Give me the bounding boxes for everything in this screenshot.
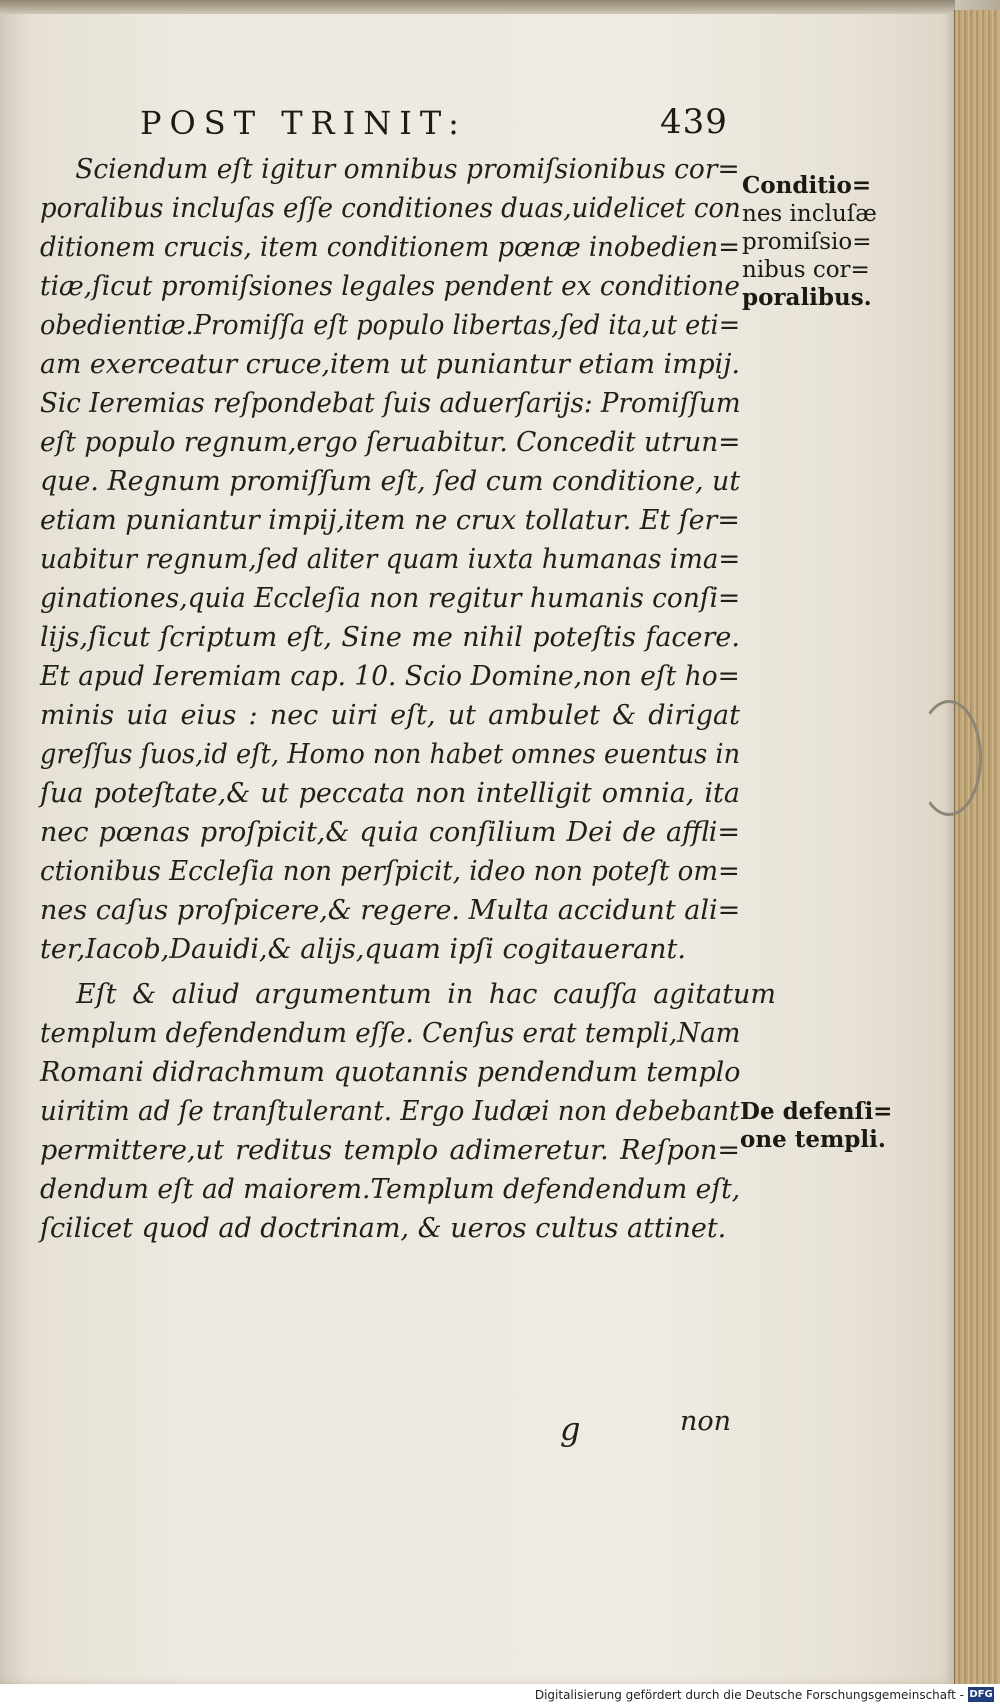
text-line: uiritim ad ſe tranſtulerant. Ergo Iudæi non debebant: [40, 1096, 740, 1127]
text-line: greſſus ſuos,id eſt, Homo non habet omnes euentus in: [40, 739, 741, 770]
text-line: Eſt & aliud argumentum in hac cauſſa agitatum: [76, 979, 776, 1010]
margin-note-temple: [740, 1098, 910, 1154]
text-line: am exerceatur cruce,item ut puniantur etiam impij.: [40, 349, 740, 380]
text-line: ter,Iacob,Dauidi,& alijs,quam ipſi cogitauerant.: [40, 934, 686, 965]
text-line: ditionem crucis, item conditionem pœnæ inobedien=: [40, 232, 740, 263]
margin-note-line: nibus cor=: [742, 257, 870, 283]
page-number: 439: [660, 102, 728, 142]
margin-note-line: promiſsio=: [742, 229, 872, 255]
text-line: nes caſus proſpicere,& regere. Multa accidunt ali=: [40, 895, 741, 926]
catchword: non: [680, 1406, 732, 1437]
margin-note-line: Conditio=: [742, 172, 872, 199]
text-line: Sic Ieremias reſpondebat ſuis aduerſarijs: Promiſſum: [40, 388, 741, 419]
text-line: minis uia eius : nec uiri eſt, ut ambulet & dirigat: [40, 700, 740, 731]
page-top-edge: [0, 0, 955, 14]
dfg-logo: DFG: [969, 1689, 993, 1700]
clasp-shadow: [916, 700, 982, 816]
text-line: que. Regnum promiſſum eſt, ſed cum conditione, ut: [40, 466, 741, 497]
margin-note-line: one templi.: [740, 1126, 886, 1153]
text-line: obedientiæ.Promiſſa eſt populo libertas,ſed ita,ut eti=: [40, 310, 741, 341]
page-header: [140, 104, 740, 148]
text-line: uabitur regnum,ſed aliter quam iuxta humanas ima=: [40, 544, 741, 575]
text-line: etiam puniantur impij,item ne crux tollatur. Et ſer=: [40, 505, 740, 536]
text-line: lijs,ſicut ſcriptum eſt, Sine me nihil poteſtis facere.: [40, 622, 740, 653]
text-line: permittere,ut reditus templo adimeretur. Reſpon=: [40, 1135, 740, 1166]
text-line: ſua poteſtate,& ut peccata non intelligit omnia, ita: [40, 778, 740, 809]
text-line: tiæ,ſicut promiſsiones legales pendent ex conditione: [40, 271, 740, 302]
text-line: eſt populo regnum,ergo ſeruabitur. Concedit utrun=: [40, 427, 741, 458]
text-line: nec pœnas proſpicit,& quia conſilium Dei de affli=: [40, 817, 740, 848]
digitization-credit: Digitalisierung gefördert durch die Deutsche Forschungsgemeinschaft -: [534, 1688, 964, 1702]
margin-note-conditions: [742, 172, 912, 312]
text-line: dendum eſt ad maiorem.Templum defendendum eſt,: [40, 1174, 741, 1205]
running-title: POST TRINIT:: [140, 104, 467, 142]
text-line: Sciendum eſt igitur omnibus promiſsionibus cor=: [75, 154, 740, 185]
margin-note-line: De defenſi=: [740, 1098, 893, 1125]
text-line: Romani didrachmum quotannis pendendum templo: [40, 1057, 741, 1088]
body-text: [40, 150, 776, 1248]
margin-note-line: poralibus.: [742, 284, 872, 311]
text-line: ginationes,quia Eccleſia non regitur humanis conſi=: [40, 583, 741, 614]
text-line: ſcilicet quod ad doctrinam, & ueros cultus attinet.: [40, 1213, 727, 1244]
text-line: Et apud Ieremiam cap. 10. Scio Domine,non eſt ho=: [40, 661, 740, 692]
margin-note-line: nes incluſæ: [742, 201, 877, 227]
signature-mark: g: [560, 1410, 581, 1448]
text-line: ctionibus Eccleſia non perſpicit, ideo non poteſt om=: [40, 856, 740, 887]
text-line: poralibus incluſas eſſe conditiones duas,uidelicet con: [40, 193, 741, 224]
text-line: templum defendendum eſſe. Cenſus erat templi,Nam: [40, 1018, 741, 1049]
page-edges: [954, 10, 1000, 1684]
